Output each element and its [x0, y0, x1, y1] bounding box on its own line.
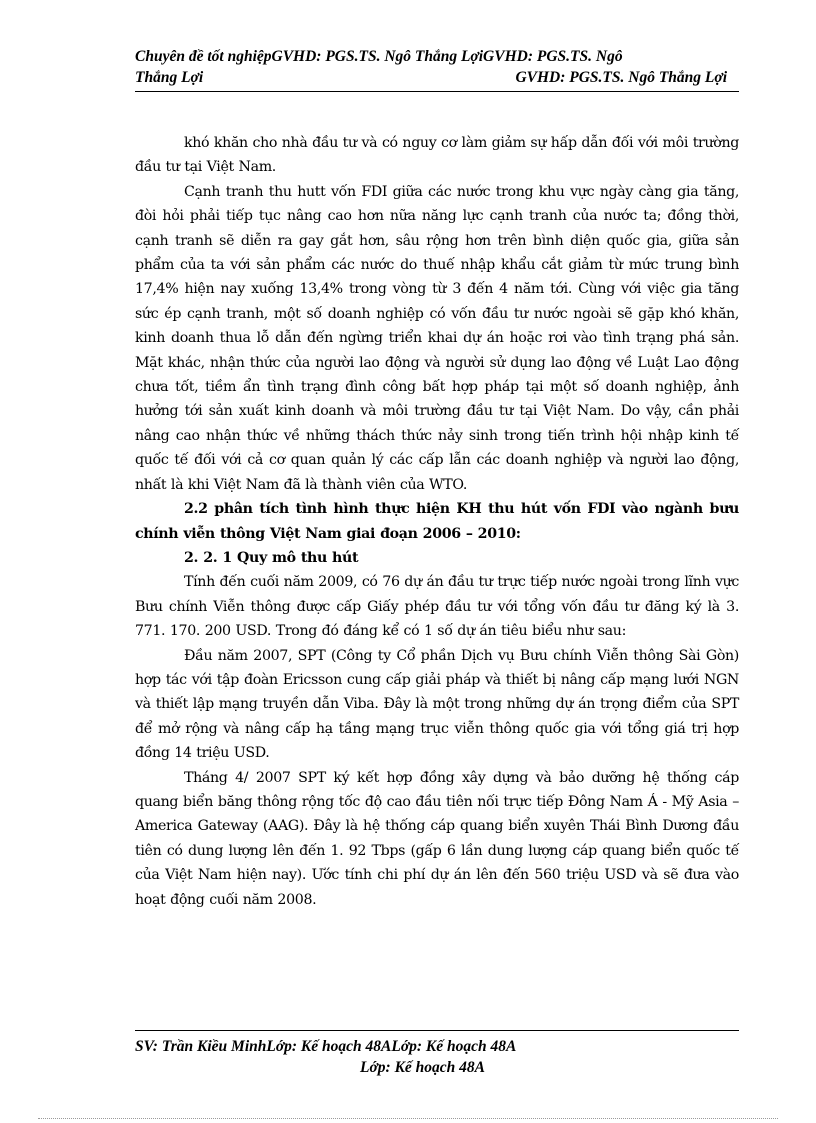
- header-line-2: [135, 67, 739, 88]
- page-break-dotted-line: [38, 1118, 778, 1119]
- paragraph-spt-ericsson: Đầu năm 2007, SPT (Công ty Cổ phần Dịch vụ Bưu chính Viễn thông Sài Gòn) hợp tác với tập đoàn Ericsson cung cấp giải pháp và thiết bị nâng cấp mạng lưới NGN và thiết lập mạng truyền dẫn Viba. Đây là một trong những dự án trọng điểm của SPT để mở rộng và nâng cấp hạ tầng mạng trục viễn thông quốc gia với tổng giá trị hợp đồng 14 triệu USD.: [135, 647, 739, 762]
- paragraph-aag-cable: Tháng 4/ 2007 SPT ký kết hợp đồng xây dựng và bảo dưỡng hệ thống cáp quang biển băng thông rộng tốc độ cao đầu tiên nối trực tiếp Đông Nam Á - Mỹ Asia – America Gateway (AAG). Đây là hệ thống cáp quang biển xuyên Thái Bình Dương đầu tiên có dung lượng lên đến 1. 92 Tbps (gấp 6 lần dung lượng cáp quang biển quốc tế của Việt Nam hiện nay). Ước tính chi phí dự án lên đến 560 triệu USD và sẽ đưa vào hoạt động cuối năm 2008.: [135, 769, 739, 908]
- paragraph-scale: Tính đến cuối năm 2009, có 76 dự án đầu tư trực tiếp nước ngoài trong lĩnh vực Bưu chính Viễn thông được cấp Giấy phép đầu tư với tổng vốn đầu tư đăng ký là 3. 771. 170. 200 USD. Trong đó đáng kể có 1 số dự án tiêu biểu như sau:: [135, 574, 739, 640]
- header-line-1-text: Chuyên đề tốt nghiệpGVHD: PGS.TS. Ngô Thắng LợiGVHD: PGS.TS. Ngô: [135, 48, 623, 65]
- paragraph-continuation: khó khăn cho nhà đầu tư và có nguy cơ làm giảm sự hấp dẫn đối với môi trường đầu tư tại Việt Nam.: [135, 135, 739, 176]
- page-header: [135, 46, 739, 88]
- section-heading: 2.2 phân tích tình hình thực hiện KH thu hút vốn FDI vào ngành bưu chính viễn thông Việt Nam giai đoạn 2006 – 2010:: [135, 501, 739, 542]
- header-line-1: [135, 46, 739, 67]
- header-line-2-right: GVHD: PGS.TS. Ngô Thắng Lợi: [515, 69, 727, 86]
- header-line-2-left: Thắng Lợi: [135, 69, 204, 86]
- page-footer: [135, 1036, 739, 1078]
- subsection-heading: 2. 2. 1 Quy mô thu hút: [184, 549, 359, 566]
- paragraph-competition: Cạnh tranh thu hutt vốn FDI giữa các nước trong khu vực ngày càng gia tăng, đòi hỏi phải tiếp tục nâng cao hơn nữa năng lực cạnh tranh của nước ta; đồng thời, cạnh tranh sẽ diễn ra gay gắt hơn, sâu rộng hơn trên bình diện quốc gia, giữa sản phẩm của ta với sản phẩm các nước do thuế nhập khẩu cắt giảm từ mức trung bình 17,4% hiện nay xuống 13,4% trong vòng từ 3 đến 4 năm tới. Cùng với việc gia tăng sức ép cạnh tranh, một số doanh nghiệp có vốn đầu tư nước ngoài sẽ gặp khó khăn, kinh doanh thua lỗ dẫn đến ngừng triển khai dự án hoặc rơi vào tình trạng phá sản. Mặt khác, nhận thức của người lao động và người sử dụng lao động về Luật Lao động chưa tốt, tiềm ẩn tình trạng đình công bất hợp pháp tại một số doanh nghiệp, ảnh hưởng tới sản xuất kinh doanh và môi trường đầu tư tại Việt Nam. Do vậy, cần phải nâng cao nhận thức về những thách thức nảy sinh trong tiến trình hội nhập kinh tế quốc tế đối với cả cơ quan quản lý các cấp lẫn các doanh nghiệp và người lao động, nhất là khi Việt Nam đã là thành viên của WTO.: [135, 183, 739, 493]
- footer-line-1: SV: Trần Kiều MinhLớp: Kế hoạch 48ALớp: Kế hoạch 48A: [135, 1038, 517, 1055]
- footer-line-2: Lớp: Kế hoạch 48A: [360, 1059, 485, 1076]
- document-body: [135, 131, 739, 912]
- header-rule: [135, 91, 739, 92]
- footer-rule: [135, 1030, 739, 1031]
